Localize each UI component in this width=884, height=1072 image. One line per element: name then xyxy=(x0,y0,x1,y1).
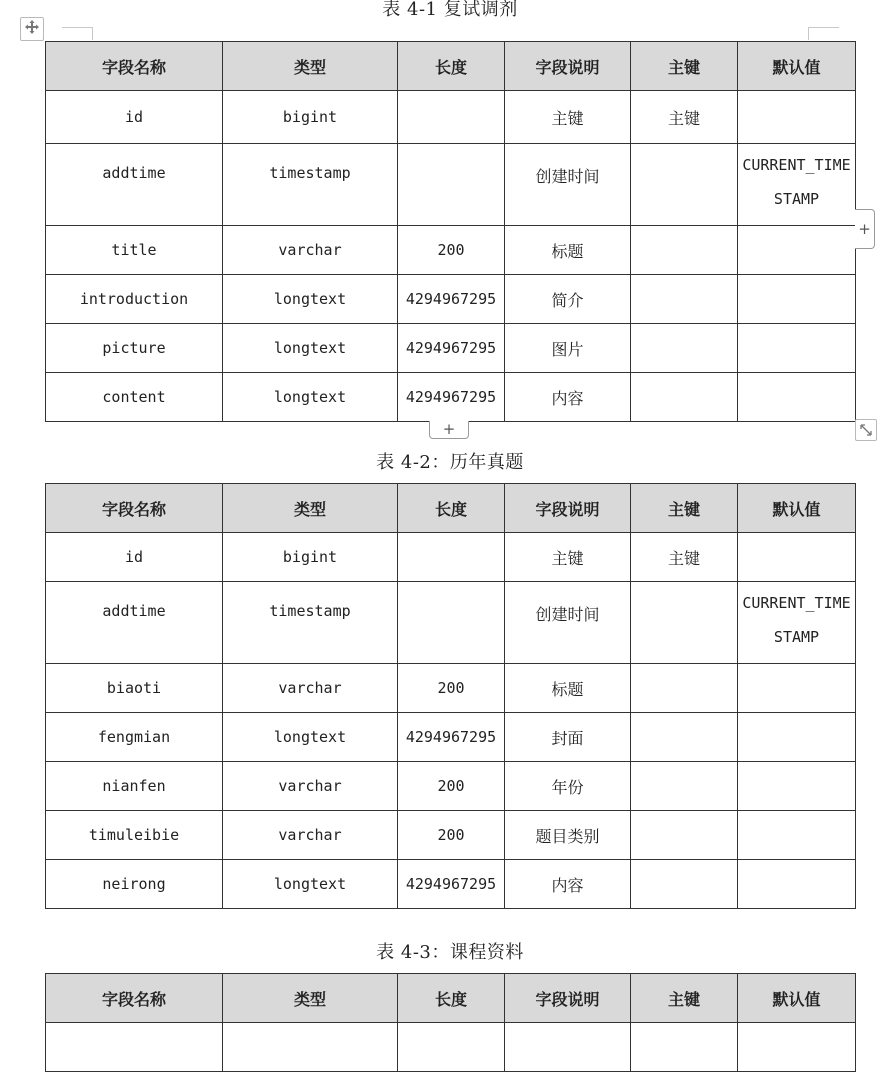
table-row xyxy=(46,860,856,909)
cell-field-name[interactable]: picture xyxy=(46,324,223,373)
cell-type[interactable]: varchar xyxy=(223,226,398,275)
header-default: 默认值 xyxy=(738,484,856,533)
cell-description[interactable]: 标题 xyxy=(505,226,631,275)
cell-description[interactable]: 题目类别 xyxy=(505,811,631,860)
cell-primary-key[interactable] xyxy=(631,860,738,909)
cell-field-name[interactable]: addtime xyxy=(46,582,223,664)
table-caption-2: 表 4-2：历年真题 xyxy=(376,452,524,473)
cell-length[interactable]: 4294967295 xyxy=(398,275,505,324)
header-type: 类型 xyxy=(223,484,398,533)
cell-field-name[interactable]: fengmian xyxy=(46,713,223,762)
table-row xyxy=(46,226,856,275)
table-row xyxy=(46,373,856,422)
cell-description[interactable]: 主键 xyxy=(505,91,631,144)
move-arrows-icon xyxy=(24,19,40,39)
cell-length[interactable]: 200 xyxy=(398,811,505,860)
cell-field-name[interactable]: biaoti xyxy=(46,664,223,713)
table-fields-1 xyxy=(45,41,856,422)
cell-type[interactable]: longtext xyxy=(223,324,398,373)
cell-default[interactable] xyxy=(738,860,856,909)
cell-default[interactable] xyxy=(738,324,856,373)
cell-default[interactable] xyxy=(738,226,856,275)
cell-length[interactable]: 4294967295 xyxy=(398,373,505,422)
cell-type[interactable] xyxy=(223,1023,398,1072)
cell-primary-key[interactable] xyxy=(631,582,738,664)
cell-length[interactable] xyxy=(398,91,505,144)
add-column-button[interactable]: + xyxy=(855,209,875,249)
header-field-name: 字段名称 xyxy=(46,974,223,1023)
header-type: 类型 xyxy=(223,974,398,1023)
table-header-row xyxy=(46,974,856,1023)
cell-description[interactable]: 年份 xyxy=(505,762,631,811)
cell-type[interactable]: bigint xyxy=(223,533,398,582)
cell-type[interactable]: bigint xyxy=(223,91,398,144)
cell-default[interactable] xyxy=(738,275,856,324)
header-primary-key: 主键 xyxy=(631,42,738,91)
cell-description[interactable]: 创建时间 xyxy=(505,144,631,226)
cell-description[interactable]: 创建时间 xyxy=(505,582,631,664)
cell-type[interactable]: longtext xyxy=(223,713,398,762)
cell-type[interactable]: longtext xyxy=(223,275,398,324)
cell-field-name[interactable]: addtime xyxy=(46,144,223,226)
cell-field-name[interactable] xyxy=(46,1023,223,1072)
table-row xyxy=(46,811,856,860)
margin-guide-left xyxy=(62,27,93,40)
table-caption-3: 表 4-3：课程资料 xyxy=(376,942,524,963)
margin-guide-right xyxy=(808,27,839,40)
header-field-name: 字段名称 xyxy=(46,42,223,91)
cell-type[interactable]: varchar xyxy=(223,811,398,860)
table-fields-2 xyxy=(45,483,856,909)
header-length: 长度 xyxy=(398,42,505,91)
add-row-button[interactable]: + xyxy=(429,421,469,439)
header-primary-key: 主键 xyxy=(631,484,738,533)
table-row xyxy=(46,533,856,582)
cell-type[interactable]: longtext xyxy=(223,373,398,422)
cell-length[interactable]: 4294967295 xyxy=(398,324,505,373)
header-description: 字段说明 xyxy=(505,42,631,91)
cell-type[interactable]: varchar xyxy=(223,664,398,713)
header-description: 字段说明 xyxy=(505,974,631,1023)
cell-primary-key[interactable]: 主键 xyxy=(631,91,738,144)
cell-description[interactable]: 封面 xyxy=(505,713,631,762)
cell-primary-key[interactable] xyxy=(631,664,738,713)
header-primary-key: 主键 xyxy=(631,974,738,1023)
cell-field-name[interactable]: content xyxy=(46,373,223,422)
header-description: 字段说明 xyxy=(505,484,631,533)
header-type: 类型 xyxy=(223,42,398,91)
table-header-row xyxy=(46,42,856,91)
table-row xyxy=(46,713,856,762)
table-row xyxy=(46,275,856,324)
table-row xyxy=(46,664,856,713)
cell-description[interactable]: 图片 xyxy=(505,324,631,373)
cell-primary-key[interactable] xyxy=(631,762,738,811)
table-row xyxy=(46,1023,856,1072)
cell-field-name[interactable]: introduction xyxy=(46,275,223,324)
cell-default[interactable] xyxy=(738,373,856,422)
table-row xyxy=(46,91,856,144)
resize-diagonal-icon xyxy=(856,425,876,444)
cell-primary-key[interactable] xyxy=(631,1023,738,1072)
cell-type[interactable]: timestamp xyxy=(223,582,398,664)
cell-length[interactable] xyxy=(398,533,505,582)
table-row xyxy=(46,582,856,664)
cell-field-name[interactable]: title xyxy=(46,226,223,275)
table-row xyxy=(46,762,856,811)
cell-primary-key[interactable] xyxy=(631,275,738,324)
cell-field-name[interactable]: id xyxy=(46,533,223,582)
cell-length[interactable] xyxy=(398,144,505,226)
cell-description[interactable] xyxy=(505,1023,631,1072)
table-header-row xyxy=(46,484,856,533)
cell-type[interactable]: longtext xyxy=(223,860,398,909)
cell-length[interactable]: 4294967295 xyxy=(398,713,505,762)
cell-description[interactable]: 内容 xyxy=(505,860,631,909)
cell-default[interactable] xyxy=(738,91,856,144)
cell-length[interactable] xyxy=(398,582,505,664)
table-row xyxy=(46,144,856,226)
table-caption-1: 表 4-1 复试调剂 xyxy=(382,0,518,20)
cell-description[interactable]: 主键 xyxy=(505,533,631,582)
cell-primary-key[interactable] xyxy=(631,811,738,860)
cell-default[interactable] xyxy=(738,1023,856,1072)
cell-default[interactable] xyxy=(738,713,856,762)
cell-default[interactable] xyxy=(738,762,856,811)
cell-length[interactable]: 200 xyxy=(398,762,505,811)
header-default: 默认值 xyxy=(738,42,856,91)
header-default: 默认值 xyxy=(738,974,856,1023)
cell-field-name[interactable]: timuleibie xyxy=(46,811,223,860)
cell-primary-key[interactable] xyxy=(631,324,738,373)
header-field-name: 字段名称 xyxy=(46,484,223,533)
cell-default[interactable] xyxy=(738,664,856,713)
cell-length[interactable] xyxy=(398,1023,505,1072)
cell-primary-key[interactable]: 主键 xyxy=(631,533,738,582)
table-resize-handle[interactable] xyxy=(855,419,877,441)
cell-default[interactable]: CURRENT_TIMESTAMP xyxy=(738,144,856,226)
header-length: 长度 xyxy=(398,974,505,1023)
cell-field-name[interactable]: id xyxy=(46,91,223,144)
table-row xyxy=(46,324,856,373)
cell-primary-key[interactable] xyxy=(631,373,738,422)
cell-field-name[interactable]: neirong xyxy=(46,860,223,909)
cell-length[interactable]: 200 xyxy=(398,226,505,275)
cell-default[interactable]: CURRENT_TIMESTAMP xyxy=(738,582,856,664)
cell-length[interactable]: 200 xyxy=(398,664,505,713)
cell-description[interactable]: 内容 xyxy=(505,373,631,422)
table-fields-3 xyxy=(45,973,856,1072)
cell-primary-key[interactable] xyxy=(631,713,738,762)
cell-description[interactable]: 标题 xyxy=(505,664,631,713)
cell-type[interactable]: timestamp xyxy=(223,144,398,226)
header-length: 长度 xyxy=(398,484,505,533)
cell-length[interactable]: 4294967295 xyxy=(398,860,505,909)
cell-primary-key[interactable] xyxy=(631,226,738,275)
cell-default[interactable] xyxy=(738,533,856,582)
cell-primary-key[interactable] xyxy=(631,144,738,226)
cell-description[interactable]: 简介 xyxy=(505,275,631,324)
cell-type[interactable]: varchar xyxy=(223,762,398,811)
cell-field-name[interactable]: nianfen xyxy=(46,762,223,811)
cell-default[interactable] xyxy=(738,811,856,860)
